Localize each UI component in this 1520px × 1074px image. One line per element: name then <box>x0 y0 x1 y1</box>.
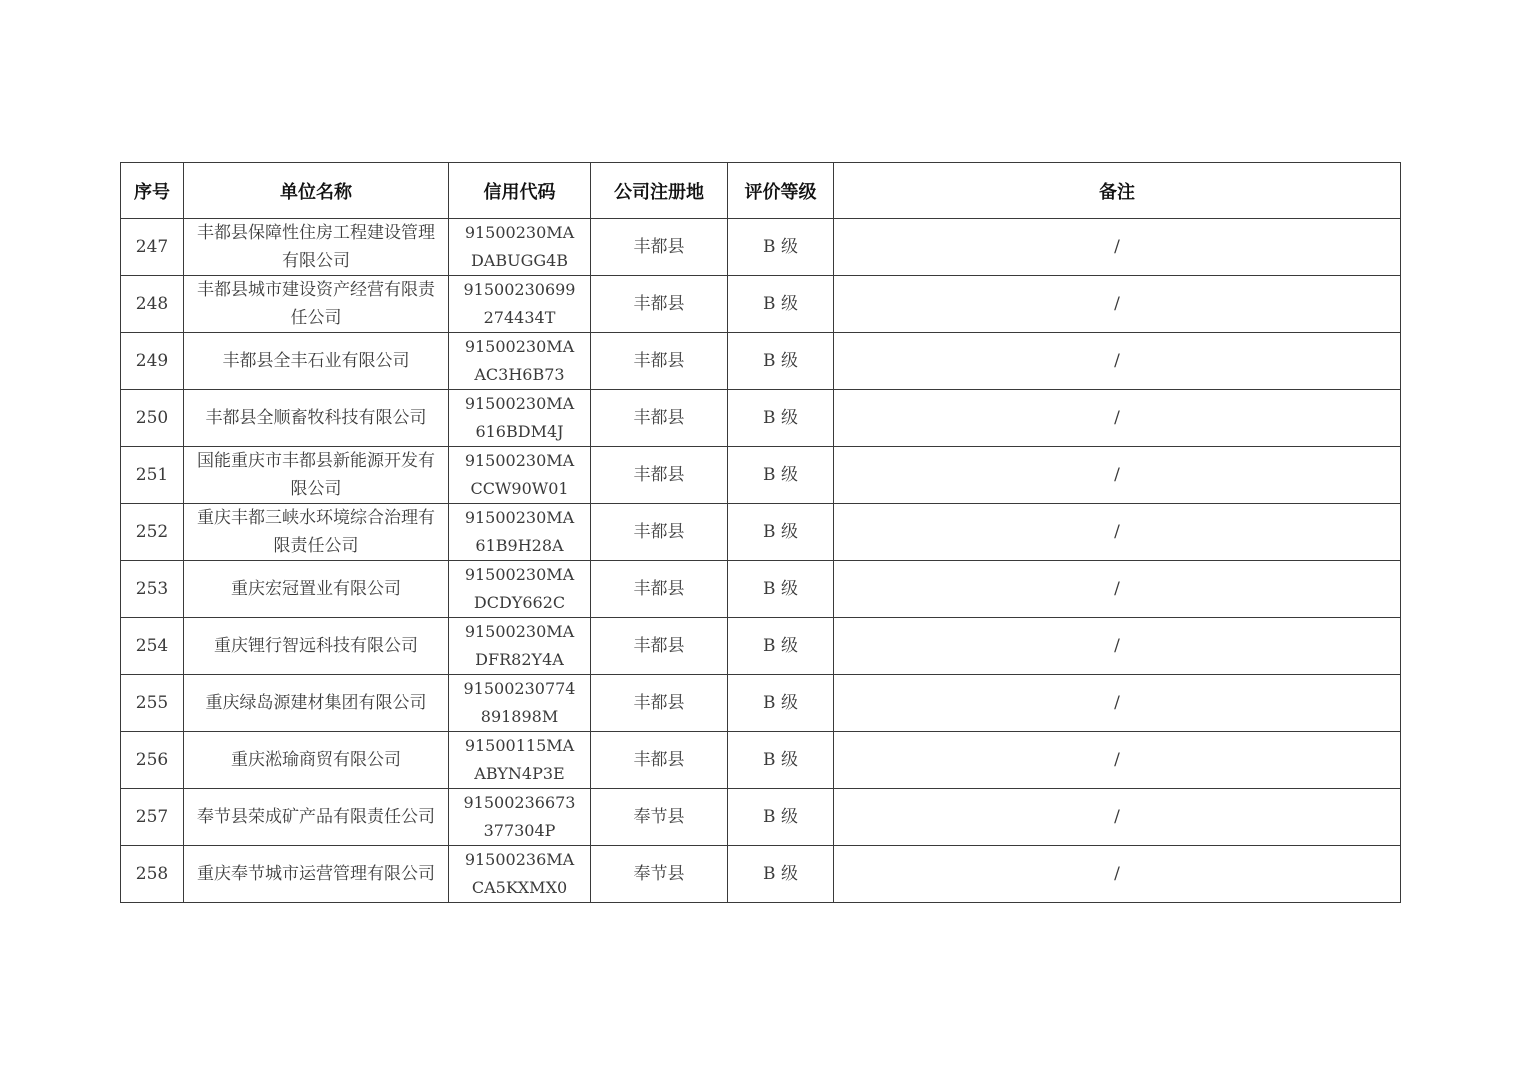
cell-region: 丰都县 <box>591 732 728 789</box>
cell-index: 249 <box>121 333 184 390</box>
cell-code: 91500230MA616BDM4J <box>449 390 591 447</box>
cell-region: 丰都县 <box>591 276 728 333</box>
cell-name: 丰都县全丰石业有限公司 <box>184 333 449 390</box>
cell-index: 247 <box>121 219 184 276</box>
cell-index: 255 <box>121 675 184 732</box>
cell-remark: / <box>834 447 1401 504</box>
table-row <box>121 561 1401 618</box>
table-row <box>121 675 1401 732</box>
header-index: 序号 <box>121 163 184 219</box>
cell-index: 250 <box>121 390 184 447</box>
header-grade: 评价等级 <box>728 163 834 219</box>
cell-code: 91500230MADFR82Y4A <box>449 618 591 675</box>
cell-remark: / <box>834 618 1401 675</box>
table-row <box>121 447 1401 504</box>
cell-grade: B 级 <box>728 732 834 789</box>
cell-index: 248 <box>121 276 184 333</box>
cell-index: 258 <box>121 846 184 903</box>
table-row <box>121 276 1401 333</box>
header-code: 信用代码 <box>449 163 591 219</box>
cell-grade: B 级 <box>728 276 834 333</box>
cell-grade: B 级 <box>728 789 834 846</box>
cell-remark: / <box>834 390 1401 447</box>
cell-name: 丰都县城市建设资产经营有限责任公司 <box>184 276 449 333</box>
cell-index: 251 <box>121 447 184 504</box>
cell-grade: B 级 <box>728 846 834 903</box>
table-row <box>121 390 1401 447</box>
cell-code: 91500230MADABUGG4B <box>449 219 591 276</box>
cell-region: 丰都县 <box>591 390 728 447</box>
cell-name: 奉节县荣成矿产品有限责任公司 <box>184 789 449 846</box>
table-row <box>121 504 1401 561</box>
table-row <box>121 789 1401 846</box>
cell-remark: / <box>834 333 1401 390</box>
cell-remark: / <box>834 846 1401 903</box>
cell-name: 重庆宏冠置业有限公司 <box>184 561 449 618</box>
cell-region: 丰都县 <box>591 561 728 618</box>
header-name: 单位名称 <box>184 163 449 219</box>
cell-remark: / <box>834 219 1401 276</box>
cell-region: 丰都县 <box>591 219 728 276</box>
table-header-row <box>121 163 1401 219</box>
cell-region: 丰都县 <box>591 504 728 561</box>
cell-remark: / <box>834 675 1401 732</box>
cell-code: 91500230699274434T <box>449 276 591 333</box>
cell-remark: / <box>834 561 1401 618</box>
cell-name: 重庆淞瑜商贸有限公司 <box>184 732 449 789</box>
cell-region: 丰都县 <box>591 447 728 504</box>
cell-region: 奉节县 <box>591 789 728 846</box>
cell-grade: B 级 <box>728 675 834 732</box>
cell-region: 丰都县 <box>591 618 728 675</box>
cell-index: 257 <box>121 789 184 846</box>
credit-rating-table <box>120 162 1401 903</box>
table-row <box>121 333 1401 390</box>
cell-grade: B 级 <box>728 447 834 504</box>
cell-grade: B 级 <box>728 219 834 276</box>
cell-name: 重庆奉节城市运营管理有限公司 <box>184 846 449 903</box>
cell-region: 奉节县 <box>591 846 728 903</box>
cell-index: 253 <box>121 561 184 618</box>
cell-index: 252 <box>121 504 184 561</box>
cell-remark: / <box>834 732 1401 789</box>
cell-grade: B 级 <box>728 390 834 447</box>
cell-name: 重庆丰都三峡水环境综合治理有限责任公司 <box>184 504 449 561</box>
cell-code: 91500230MACCW90W01 <box>449 447 591 504</box>
cell-code: 91500230MAAC3H6B73 <box>449 333 591 390</box>
cell-grade: B 级 <box>728 561 834 618</box>
table-row <box>121 219 1401 276</box>
cell-index: 256 <box>121 732 184 789</box>
cell-name: 丰都县全顺畜牧科技有限公司 <box>184 390 449 447</box>
cell-grade: B 级 <box>728 333 834 390</box>
cell-grade: B 级 <box>728 504 834 561</box>
cell-code: 91500236673377304P <box>449 789 591 846</box>
cell-code: 91500230774891898M <box>449 675 591 732</box>
cell-code: 91500230MADCDY662C <box>449 561 591 618</box>
cell-name: 丰都县保障性住房工程建设管理有限公司 <box>184 219 449 276</box>
table-row <box>121 618 1401 675</box>
cell-region: 丰都县 <box>591 675 728 732</box>
cell-remark: / <box>834 789 1401 846</box>
table-row <box>121 846 1401 903</box>
cell-index: 254 <box>121 618 184 675</box>
cell-grade: B 级 <box>728 618 834 675</box>
cell-remark: / <box>834 276 1401 333</box>
cell-name: 重庆锂行智远科技有限公司 <box>184 618 449 675</box>
table-row <box>121 732 1401 789</box>
cell-name: 国能重庆市丰都县新能源开发有限公司 <box>184 447 449 504</box>
cell-remark: / <box>834 504 1401 561</box>
cell-code: 91500230MA61B9H28A <box>449 504 591 561</box>
cell-code: 91500115MAABYN4P3E <box>449 732 591 789</box>
cell-name: 重庆绿岛源建材集团有限公司 <box>184 675 449 732</box>
header-region: 公司注册地 <box>591 163 728 219</box>
header-remark: 备注 <box>834 163 1401 219</box>
cell-code: 91500236MACA5KXMX0 <box>449 846 591 903</box>
cell-region: 丰都县 <box>591 333 728 390</box>
